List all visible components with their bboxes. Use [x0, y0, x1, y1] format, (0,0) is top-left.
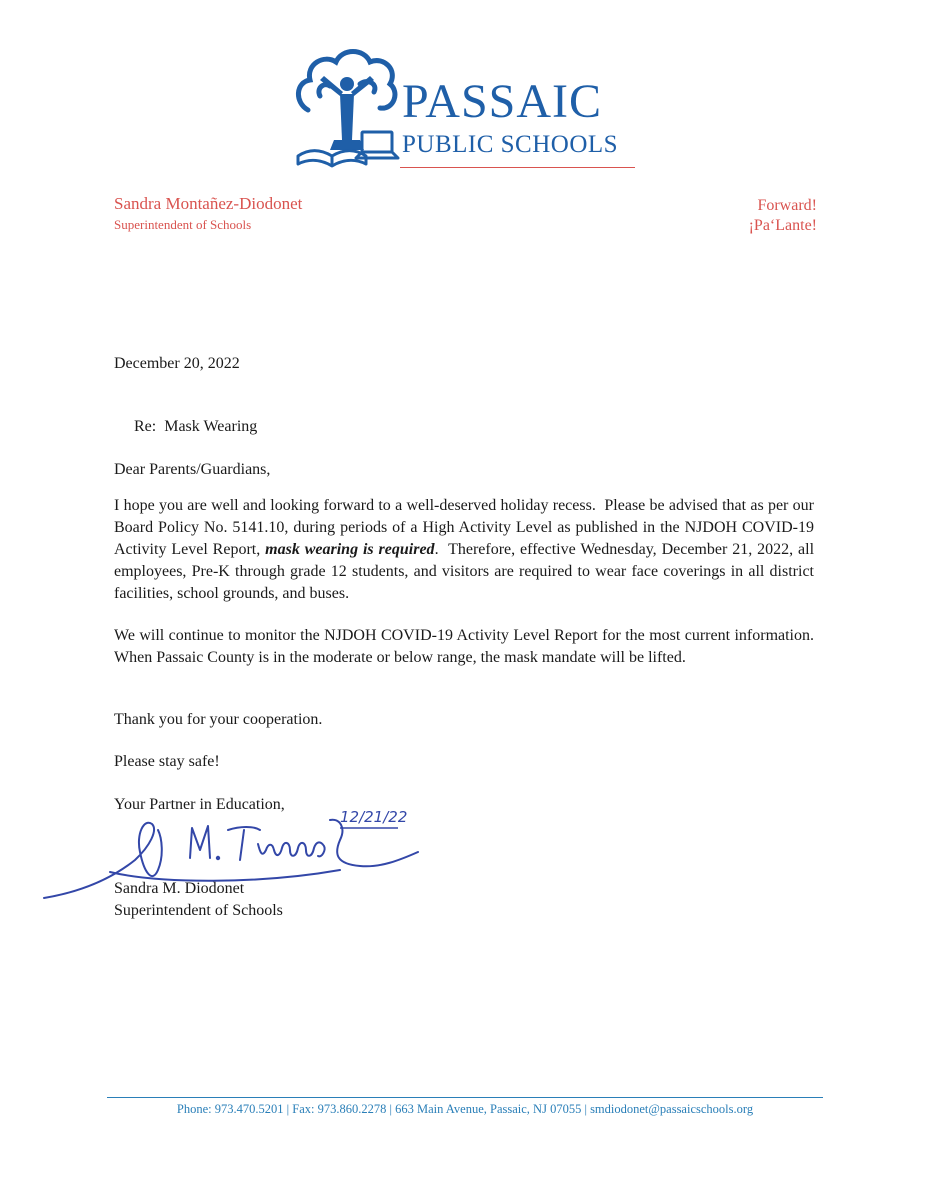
- salutation: Dear Parents/Guardians,: [114, 461, 271, 478]
- thanks-line: Thank you for your cooperation.: [114, 711, 323, 728]
- letter-date: December 20, 2022: [114, 355, 240, 372]
- signature-date: 12/21/22: [340, 808, 408, 826]
- letter-subject: Re: Mask Wearing: [134, 418, 258, 435]
- paragraph-1-start: I hope you are well and looking forward to a well-deserved holiday recess. Please be advised that as per our Board Policy No. 5141.10, during periods of a High Activity Level as published in the NJDOH COVID-19 Activity Level Report,: [114, 497, 818, 558]
- motto-line-1: Forward!: [757, 197, 817, 214]
- stay-safe-line: Please stay safe!: [114, 753, 220, 770]
- signer-name: Sandra M. Diodonet: [114, 880, 245, 897]
- footer-divider: [107, 1097, 823, 1098]
- motto-line-2: ¡Pa‘Lante!: [748, 217, 817, 234]
- paragraph-2: We will continue to monitor the NJDOH COVID-19 Activity Level Report for the most current information. When Passaic County is in the moderate or below range, the mask mandate will be lifted.: [114, 627, 814, 666]
- logo-divider: [400, 167, 635, 168]
- tree-logo-icon: [290, 40, 400, 170]
- letterhead-logo: [290, 40, 650, 170]
- paragraph-1-emphasis: mask wearing is required: [265, 541, 435, 558]
- sender-name: Sandra Montañez-Diodonet: [114, 194, 303, 213]
- paragraph-1: [114, 495, 819, 605]
- logo-subtitle: PUBLIC SCHOOLS: [402, 131, 619, 158]
- closing-line: Your Partner in Education,: [114, 796, 285, 813]
- footer-contact: Phone: 973.470.5201 | Fax: 973.860.2278 | 663 Main Avenue, Passaic, NJ 07055 | smdiodonet@passaicschools.org: [176, 1102, 754, 1116]
- signer-title: Superintendent of Schools: [114, 902, 283, 919]
- paragraph-1-end: . Therefore, effective Wednesday, December 21, 2022, all employees, Pre-K through grade 12 students, and visitors are required to wear face coverings in all district facilities, school grounds, and buses.: [114, 541, 819, 602]
- sender-title: Superintendent of Schools: [114, 217, 252, 232]
- logo-title: PASSAIC: [402, 75, 603, 128]
